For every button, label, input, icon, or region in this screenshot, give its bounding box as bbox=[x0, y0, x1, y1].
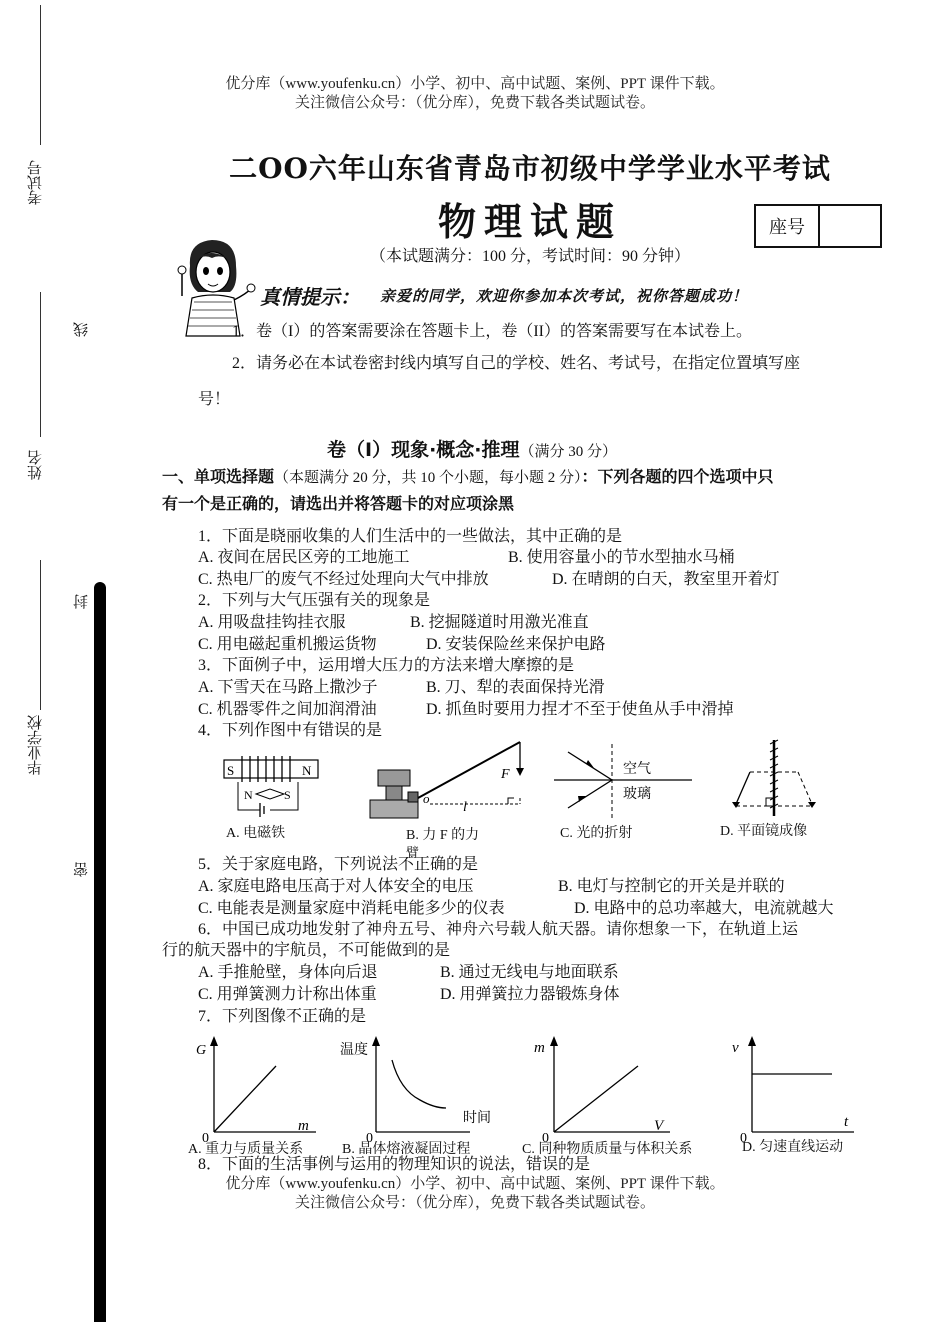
sidebar-feng: 封 bbox=[72, 594, 90, 609]
q1-option-d: D. 在晴朗的白天，教室里开着灯 bbox=[552, 571, 780, 588]
tip-label: 真情提示： bbox=[260, 285, 360, 309]
q7-graph-b bbox=[340, 1032, 500, 1144]
q6-option-b: B. 通过无线电与地面联系 bbox=[440, 964, 619, 981]
magnet-n-label: N bbox=[302, 763, 312, 778]
header-line-2: 关注微信公众号：（优分库），免费下载各类试题试卷。 bbox=[294, 95, 655, 111]
q7-caption-a: A. 重力与质量关系 bbox=[188, 1142, 304, 1157]
part1-directions: ：下列各题的四个选项中只 bbox=[581, 467, 774, 486]
question-7: 7．下列图像不正确的是 bbox=[198, 1008, 367, 1025]
header-line-1: 优分库（www.youfenku.cn）小学、初中、高中试题、案例、PPT 课件下载。 bbox=[225, 76, 725, 92]
q2-option-d: D. 安装保险丝来保护电路 bbox=[426, 636, 606, 653]
seal-line-2 bbox=[40, 292, 41, 437]
graph-c-y-label: m bbox=[534, 1040, 545, 1056]
graph-b-origin: 0 bbox=[366, 1131, 373, 1144]
question-1: 1．下面是晓丽收集的人们生活中的一些做法，其中正确的是 bbox=[198, 528, 623, 545]
graph-d-origin: 0 bbox=[740, 1131, 747, 1144]
section-heading bbox=[327, 435, 617, 462]
q1-option-c: C. 热电厂的废气不经过处理向大气中排放 bbox=[198, 571, 489, 588]
air-label: 空气 bbox=[623, 762, 651, 777]
q5-option-b: B. 电灯与控制它的开关是并联的 bbox=[558, 878, 785, 895]
graph-d-y-label: v bbox=[732, 1040, 739, 1056]
lever-arm-label: l bbox=[463, 800, 467, 815]
lever-pivot-label: o bbox=[423, 791, 430, 806]
q6-option-a: A. 手推舱壁，身体向后退 bbox=[198, 964, 378, 981]
q5-option-a: A. 家庭电路电压高于对人体安全的电压 bbox=[198, 878, 474, 895]
q1-option-b: B. 使用容量小的节水型抽水马桶 bbox=[508, 549, 735, 566]
q4-electromagnet-diagram bbox=[220, 750, 330, 822]
q4-caption-b: B. 力 F 的力 bbox=[406, 828, 480, 843]
q2-option-b: B. 挖掘隧道时用激光准直 bbox=[410, 614, 589, 631]
q6-option-c: C. 用弹簧测力计称出体重 bbox=[198, 986, 377, 1003]
graph-d-x-label: t bbox=[844, 1114, 849, 1130]
part1-instruction bbox=[162, 466, 774, 489]
q4-refraction-diagram bbox=[548, 742, 698, 822]
lever-force-label: F bbox=[501, 767, 510, 782]
sidebar-xian: 线 bbox=[72, 322, 90, 337]
q2-option-a: A. 用吸盘挂钩挂衣服 bbox=[198, 614, 346, 631]
graph-c-origin: 0 bbox=[542, 1131, 549, 1144]
sidebar-school: 毕业学校 bbox=[26, 715, 44, 775]
graph-a-origin: 0 bbox=[202, 1131, 209, 1144]
graph-b-x-label: 时间 bbox=[463, 1111, 491, 1126]
question-4: 4．下列作图中有错误的是 bbox=[198, 722, 383, 739]
question-3: 3．下面例子中，运用增大压力的方法来增大摩擦的是 bbox=[198, 657, 575, 674]
q4-caption-a: A. 电磁铁 bbox=[226, 826, 286, 841]
part1-title: 一、单项选择题 bbox=[162, 467, 275, 486]
question-5: 5．关于家庭电路，下列说法不正确的是 bbox=[198, 856, 479, 873]
tip-item-2a: 2．请务必在本试卷密封线内填写自己的学校、姓名、考试号，在指定位置填写座 bbox=[232, 355, 801, 372]
q4-caption-d: D. 平面镜成像 bbox=[720, 824, 808, 839]
graph-c-x-label: V bbox=[654, 1118, 664, 1134]
graph-a-y-label: G bbox=[196, 1043, 207, 1058]
subject-title: 物理试题 bbox=[437, 199, 622, 244]
sidebar-mi: 密 bbox=[72, 862, 90, 877]
seal-line-3 bbox=[40, 560, 41, 710]
q3-option-c: C. 机器零件之间加润滑油 bbox=[198, 701, 377, 718]
exam-title: 二OO六年山东省青岛市初级中学学业水平考试 bbox=[229, 152, 831, 185]
magnet-s-label: S bbox=[227, 763, 235, 778]
seat-input[interactable] bbox=[820, 206, 880, 246]
part1-scoring: （本题满分 20 分，共 10 个小题，每小题 2 分） bbox=[274, 470, 582, 486]
q7-caption-b: B. 晶体熔液凝固过程 bbox=[342, 1142, 471, 1157]
q4-caption-b2: 臂 bbox=[406, 845, 420, 860]
q7-graph-c bbox=[532, 1032, 682, 1144]
q7-caption-c: C. 同种物质质量与体积关系 bbox=[522, 1142, 693, 1157]
q6-option-d: D. 用弹簧拉力器锻炼身体 bbox=[440, 986, 620, 1003]
section-score: （满分 30 分） bbox=[519, 444, 618, 460]
q3-option-a: A. 下雪天在马路上撒沙子 bbox=[198, 679, 378, 696]
tip-item-1: 1．卷（I）的答案需要涂在答题卡上，卷（II）的答案需要写在本试卷上。 bbox=[232, 323, 752, 340]
q7-caption-d: D. 匀速直线运动 bbox=[742, 1140, 844, 1155]
needle-s-label: S bbox=[284, 788, 291, 802]
q5-option-c: C. 电能表是测量家庭中消耗电能多少的仪表 bbox=[198, 900, 505, 917]
q4-lever-diagram bbox=[360, 736, 530, 826]
q1-option-a: A. 夜间在居民区旁的工地施工 bbox=[198, 549, 410, 566]
q7-graph-a bbox=[192, 1032, 322, 1144]
sidebar-name: 姓名 bbox=[26, 450, 44, 480]
graph-a-x-label: m bbox=[298, 1118, 309, 1134]
seat-number-box bbox=[754, 204, 882, 248]
question-2: 2．下列与大气压强有关的现象是 bbox=[198, 592, 431, 609]
q5-option-d: D. 电路中的总功率越大，电流就越大 bbox=[574, 900, 834, 917]
q3-option-d: D. 抓鱼时要用力捏才不至于使鱼从手中滑掉 bbox=[426, 701, 734, 718]
footer-line-2: 关注微信公众号：（优分库），免费下载各类试题试卷。 bbox=[294, 1195, 655, 1211]
question-8: 8．下面的生活事例与运用的物理知识的说法，错误的是 bbox=[198, 1156, 591, 1173]
q7-graph-d bbox=[730, 1032, 860, 1144]
sidebar-exam-no: 考试号 bbox=[26, 160, 44, 205]
tip-text: 亲爱的同学，欢迎你参加本次考试，祝你答题成功！ bbox=[380, 287, 749, 305]
question-6-line-2: 行的航天器中的宇航员，不可能做到的是 bbox=[162, 942, 451, 959]
graph-b-y-label: 温度 bbox=[340, 1043, 368, 1058]
seal-line-1 bbox=[40, 5, 41, 145]
tip-item-2b: 号！ bbox=[198, 391, 231, 408]
needle-n-label: N bbox=[244, 788, 253, 802]
q4-caption-c: C. 光的折射 bbox=[560, 826, 633, 841]
seat-label: 座号 bbox=[756, 206, 820, 246]
question-6-line-1: 6．中国已成功地发射了神舟五号、神舟六号载人航天器。请你想象一下，在轨道上运 bbox=[198, 921, 799, 938]
section-title: 卷（Ⅰ）现象·概念·推理 bbox=[327, 439, 520, 461]
exam-info: （本试题满分：100 分，考试时间：90 分钟） bbox=[370, 248, 691, 265]
footer-line-1: 优分库（www.youfenku.cn）小学、初中、高中试题、案例、PPT 课件下载。 bbox=[225, 1176, 725, 1192]
part1-directions-2: 有一个是正确的，请选出并将答题卡的对应项涂黑 bbox=[162, 494, 515, 513]
q4-mirror-diagram bbox=[720, 738, 830, 818]
q3-option-b: B. 刀、犁的表面保持光滑 bbox=[426, 679, 605, 696]
q2-option-c: C. 用电磁起重机搬运货物 bbox=[198, 636, 377, 653]
glass-label: 玻璃 bbox=[623, 787, 651, 802]
